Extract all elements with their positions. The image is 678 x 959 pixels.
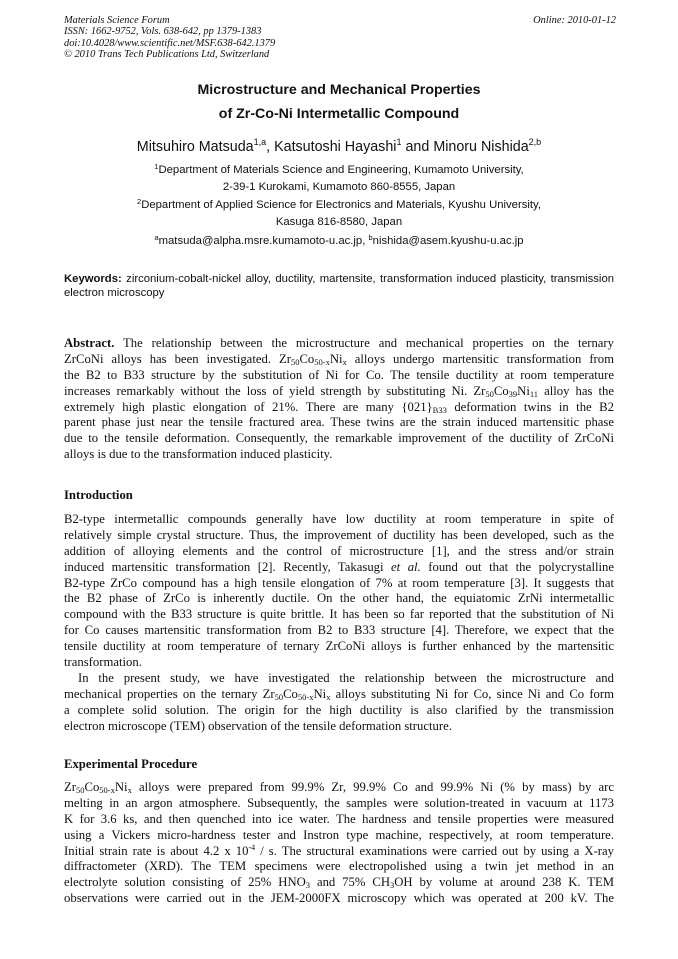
text-run: Ni	[114, 780, 128, 794]
introduction-heading: Introduction	[64, 488, 133, 502]
affiliation-1-line-1: Department of Materials Science and Engineering, Kumamoto University,	[158, 164, 524, 176]
text-run: 50-x	[314, 356, 330, 367]
text-line: a complete solid solution. The origin for the high ductility is also clarified by the transmission	[64, 702, 614, 717]
email-line	[64, 233, 614, 250]
affiliation-1-mark: 1	[154, 162, 159, 171]
author-2-affil: 1	[396, 137, 402, 147]
introduction-paragraph-1	[64, 512, 614, 671]
text-line: In the present study, we have investigated the relationship between the microstructure and	[78, 671, 614, 685]
text-run: 39	[508, 388, 518, 399]
text-line: due to the tensile deformation. Consequently, the remarkable improvement of the ductility of ZrCoNi	[64, 431, 614, 446]
keywords-text: zirconium-cobalt-nickel alloy, ductility, martensite, transformation induced plasticity, transmission electron microscopy	[64, 273, 615, 299]
text-run: 50	[274, 691, 284, 702]
text-line	[64, 780, 614, 796]
text-run: ,	[266, 139, 275, 155]
text-line	[64, 560, 614, 576]
online-date: Online: 2010-01-12	[533, 15, 616, 26]
journal-name: Materials Science Forum	[64, 15, 170, 26]
author-1-affil: 1,a	[253, 137, 267, 147]
copyright-line: © 2010 Trans Tech Publications Ltd, Switzerland	[64, 48, 270, 60]
text-run: extremely high plastic elongation of 21%. There are many {021}	[64, 399, 433, 414]
text-run: B33	[432, 404, 447, 415]
text-run: x	[342, 356, 347, 367]
text-run: alloys undergo martensitic transformation from	[354, 351, 614, 366]
text-run	[64, 233, 614, 250]
text-run: deformation twins in the B2	[454, 399, 614, 414]
text-line: for Co causes martensitic transformation from B2 to B33 structure [4]. Therefore, we expect that the	[64, 623, 614, 638]
text-run: mechanical properties on the ternary Zr	[64, 686, 275, 701]
text-run: and 75% CH	[316, 875, 390, 890]
text-line	[64, 687, 614, 703]
author-2: Katsutoshi Hayashi	[274, 139, 397, 155]
text-line: electron microscope (TEM) observation of the tensile deformation structure.	[64, 718, 452, 733]
author-3: Minoru Nishida	[433, 139, 529, 155]
text-run: The relationship between the microstructure and mechanical properties on the ternary	[123, 336, 614, 350]
text-run: -4	[248, 842, 256, 852]
text-line: observations were carried out in the JEM-2000FX microscopy which was operated at 200 kV. The	[64, 891, 614, 906]
text-line: B2-type intermetallic compounds generally have low ductility at room temperature in spite of	[64, 512, 614, 526]
text-line: diffractometer (XRD). The TEM specimens were electropolished using a twin jet method in an	[64, 859, 614, 874]
text-run: 50	[485, 388, 494, 399]
text-run: Ni	[313, 686, 327, 701]
text-line: tensile ductility at room temperature of ternary ZrCoNi alloys is further enhanced by the martensitic	[64, 639, 614, 654]
text-run: ZrCoNi alloys has been investigated. Zr	[64, 351, 291, 366]
text-run: increases remarkably without the loss of yield strength by substituting Ni. Zr	[64, 383, 486, 398]
affiliation-2-mark: 2	[137, 197, 142, 206]
text-run: OH by volume at around 238 K. TEM	[394, 875, 615, 890]
text-run: x	[127, 785, 132, 795]
paper-title-line-2: of Zr-Co-Ni Intermetallic Compound	[218, 106, 460, 122]
text-line: K for 3.6 ks, and then quenched into ice water. The hardness and tensile properties were measured	[64, 811, 614, 826]
keywords	[64, 272, 614, 300]
text-line	[64, 336, 614, 352]
paper-title-line-1: Microstructure and Mechanical Properties	[197, 82, 481, 98]
text-run: 11	[529, 388, 539, 399]
doi-line: doi:10.4028/www.scientific.net/MSF.638-642.1379	[64, 37, 276, 49]
text-run: Co	[493, 383, 509, 398]
text-run: Co	[283, 686, 298, 701]
email-b-link[interactable]: nishida@asem.kyushu-u.ac.jp	[372, 235, 524, 247]
issn-line: ISSN: 1662-9752, Vols. 638-642, pp 1379-1383	[64, 26, 262, 38]
abstract-label: Abstract.	[64, 336, 115, 350]
journal-header	[64, 15, 616, 60]
keywords-label: Keywords:	[64, 273, 122, 285]
author-3-affil: 2,b	[528, 137, 542, 147]
text-run: Ni	[517, 383, 530, 398]
text-run: 3	[389, 880, 395, 891]
text-run	[64, 197, 614, 214]
text-run: x	[326, 691, 331, 702]
text-run: b	[368, 233, 373, 242]
author-list	[64, 137, 614, 157]
text-run	[64, 162, 614, 179]
text-run: electrolyte solution consisting of 25% HNO	[64, 875, 306, 890]
text-run: 50-x	[297, 691, 314, 702]
author-1: Mitsuhiro Matsuda	[136, 139, 254, 155]
text-line: relatively simple crystal structure. Thus, the improvement of ductility has been developed, such as the	[64, 527, 614, 542]
experimental-heading: Experimental Procedure	[64, 757, 198, 771]
text-line: using a Vickers micro-hardness tester and Instron type machine, respectively, at room temperature.	[64, 827, 614, 842]
text-line: the B2 phase of ZrCo is inherently ductile. On the other hand, the equiatomic ZrNi intermetallic	[64, 591, 614, 606]
affiliation-1	[64, 162, 614, 196]
text-run: Ni	[329, 351, 343, 366]
text-run: Initial strain rate is about 4.2 x 10	[64, 843, 249, 858]
text-line: the B2 to B33 structure by the substitution of Ni for Co. The tensile ductility at room temperature	[64, 367, 614, 382]
text-run: / s. The structural examinations were carried out by using a X-ray	[260, 843, 614, 858]
text-run: induced martensitic transformation [2]. Recently, Takasugi	[64, 559, 384, 574]
text-run: Co	[84, 780, 100, 794]
text-line	[64, 844, 614, 860]
text-run: alloy has the	[544, 383, 614, 398]
text-line	[64, 384, 614, 400]
text-line: parent phase just near the tensile fractured area. These twins are the strain induced martensitic phase	[64, 415, 614, 430]
email-a-link[interactable]: matsuda@alpha.msre.kumamoto-u.ac.jp,	[158, 235, 366, 247]
text-line: addition of alloying elements and the control of microstructure [1], and the stress and/or strain	[64, 543, 614, 558]
text-run: alloys substituting Ni for Co, since Ni and Co form	[335, 686, 614, 701]
text-run: 50-x	[99, 785, 115, 795]
text-run: 3	[305, 880, 311, 891]
introduction-paragraph-2	[64, 671, 614, 735]
text-line: compound with the B33 structure is quite brittle. It has been so far reported that the substitution of Ni	[64, 607, 614, 622]
text-run: Co	[299, 351, 315, 366]
text-run: et al.	[391, 559, 421, 574]
text-line: transformation.	[64, 655, 142, 670]
text-line: B2-type ZrCo compound has a high tensile elongation of 7% at room temperature [3]. It suggests that	[64, 575, 614, 590]
affiliation-2-line-1: Department of Applied Science for Electronics and Materials, Kyushu University,	[141, 199, 541, 211]
text-line	[64, 875, 614, 891]
affiliation-1-line-2: 2-39-1 Kurokami, Kumamoto 860-8555, Japan	[222, 181, 456, 193]
text-run: Zr	[64, 780, 76, 794]
affiliation-2	[64, 197, 614, 231]
text-run: found out that the polycrystalline	[428, 559, 615, 574]
text-line	[64, 352, 614, 368]
text-line: melting in an argon atmosphere. Subsequently, the samples were solution-treated in vacuum at 1173	[64, 795, 614, 810]
experimental-paragraph	[64, 780, 614, 907]
text-run: a	[154, 233, 159, 242]
author-and: and	[405, 139, 430, 155]
abstract	[64, 336, 614, 463]
text-run: alloys were prepared from 99.9% Zr, 99.9% Co and 99.9% Ni (% by mass) by arc	[138, 780, 614, 794]
text-line	[64, 400, 614, 416]
text-run: 50	[290, 356, 300, 367]
affiliation-2-line-2: Kasuga 816-8580, Japan	[275, 216, 403, 228]
text-run: 50	[75, 785, 85, 795]
text-line: alloys is due to the transformation induced plasticity.	[64, 447, 333, 462]
